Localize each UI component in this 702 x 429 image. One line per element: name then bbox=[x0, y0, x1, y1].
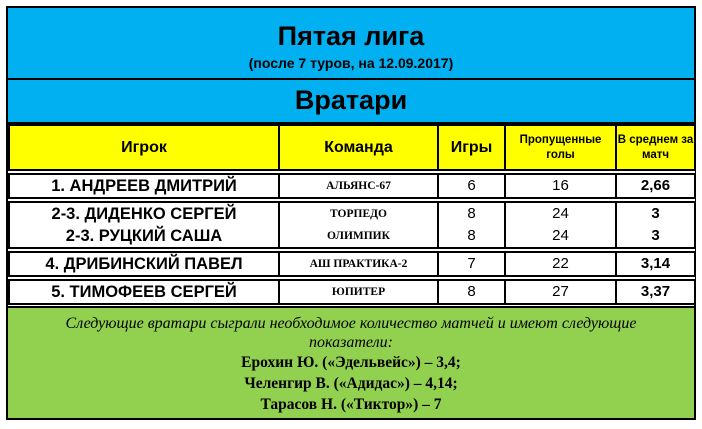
conceded-value: 22 bbox=[552, 255, 569, 272]
player-cell bbox=[9, 174, 279, 198]
column-header-player: Игрок bbox=[9, 125, 279, 170]
team-name: АШ ПРАКТИКА-2 bbox=[309, 258, 408, 270]
section-band bbox=[8, 80, 694, 124]
note-line: Ерохин Ю. («Эдельвейс») – 3,4; bbox=[241, 354, 461, 371]
section-title: Вратари bbox=[294, 85, 408, 115]
goalkeepers-table bbox=[8, 124, 696, 305]
conceded-value: 16 bbox=[552, 177, 569, 194]
games-cell bbox=[438, 280, 505, 304]
games-value: 8 bbox=[467, 283, 476, 300]
average-value: 3,14 bbox=[640, 255, 671, 272]
title-band bbox=[8, 8, 694, 80]
games-cell bbox=[438, 252, 505, 276]
games-value: 6 bbox=[467, 177, 476, 194]
conceded-value: 27 bbox=[552, 283, 569, 300]
conceded-cell bbox=[505, 280, 616, 304]
conceded-value: 24 bbox=[552, 205, 569, 222]
team-name: ЮПИТЕР bbox=[331, 286, 386, 298]
average-cell bbox=[616, 202, 695, 248]
column-header-average: В среднем за матч bbox=[616, 125, 695, 170]
games-cell bbox=[438, 202, 505, 248]
conceded-cell bbox=[505, 174, 616, 198]
average-cell bbox=[616, 174, 695, 198]
column-header-conceded: Пропущенные голы bbox=[505, 125, 616, 170]
player-name: 2-3. РУЦКИЙ САША bbox=[65, 227, 223, 245]
table-row bbox=[9, 174, 695, 198]
player-name: 4. ДРИБИНСКИЙ ПАВЕЛ bbox=[45, 255, 243, 273]
player-name: 5. ТИМОФЕЕВ СЕРГЕЙ bbox=[51, 283, 237, 301]
table-row bbox=[9, 280, 695, 304]
games-cell bbox=[438, 174, 505, 198]
column-header-team: Команда bbox=[279, 125, 438, 170]
note-line: Тарасов Н. («Тиктор») – 7 bbox=[260, 396, 442, 413]
games-value: 8 bbox=[467, 205, 476, 222]
table-row bbox=[9, 252, 695, 276]
games-value: 8 bbox=[467, 227, 476, 244]
page-subtitle: (после 7 туров, на 12.09.2017) bbox=[248, 55, 454, 71]
average-value: 3 bbox=[651, 227, 660, 244]
player-cell bbox=[9, 280, 279, 304]
conceded-cell bbox=[505, 252, 616, 276]
player-name: 2-3. ДИДЕНКО СЕРГЕЙ bbox=[51, 205, 237, 223]
average-cell bbox=[616, 280, 695, 304]
team-cell bbox=[279, 202, 438, 248]
team-cell bbox=[279, 252, 438, 276]
average-cell bbox=[616, 252, 695, 276]
table-row bbox=[9, 202, 695, 248]
team-cell bbox=[279, 280, 438, 304]
team-name: ОЛИМПИК bbox=[327, 230, 390, 242]
average-value: 2,66 bbox=[640, 177, 671, 194]
player-cell bbox=[9, 252, 279, 276]
average-value: 3,37 bbox=[640, 283, 671, 300]
conceded-cell bbox=[505, 202, 616, 248]
note-line: Челенгир В. («Адидас») – 4,14; bbox=[244, 375, 458, 392]
table-header-row bbox=[9, 125, 695, 170]
team-name: АЛЬЯНС-67 bbox=[326, 180, 391, 192]
average-value: 3 bbox=[651, 205, 660, 222]
column-header-games: Игры bbox=[438, 125, 505, 170]
team-name: ТОРПЕДО bbox=[330, 208, 387, 220]
page-title: Пятая лига bbox=[277, 21, 425, 51]
player-name: 1. АНДРЕЕВ ДМИТРИЙ bbox=[51, 177, 237, 195]
standings-frame bbox=[6, 6, 696, 420]
note-block bbox=[8, 306, 694, 418]
conceded-value: 24 bbox=[552, 227, 569, 244]
player-cell bbox=[9, 202, 279, 248]
team-cell bbox=[279, 174, 438, 198]
note-intro: Следующие вратари сыграли необходимое количество матчей и имеют следующие показатели: bbox=[65, 315, 637, 351]
games-value: 7 bbox=[467, 255, 476, 272]
